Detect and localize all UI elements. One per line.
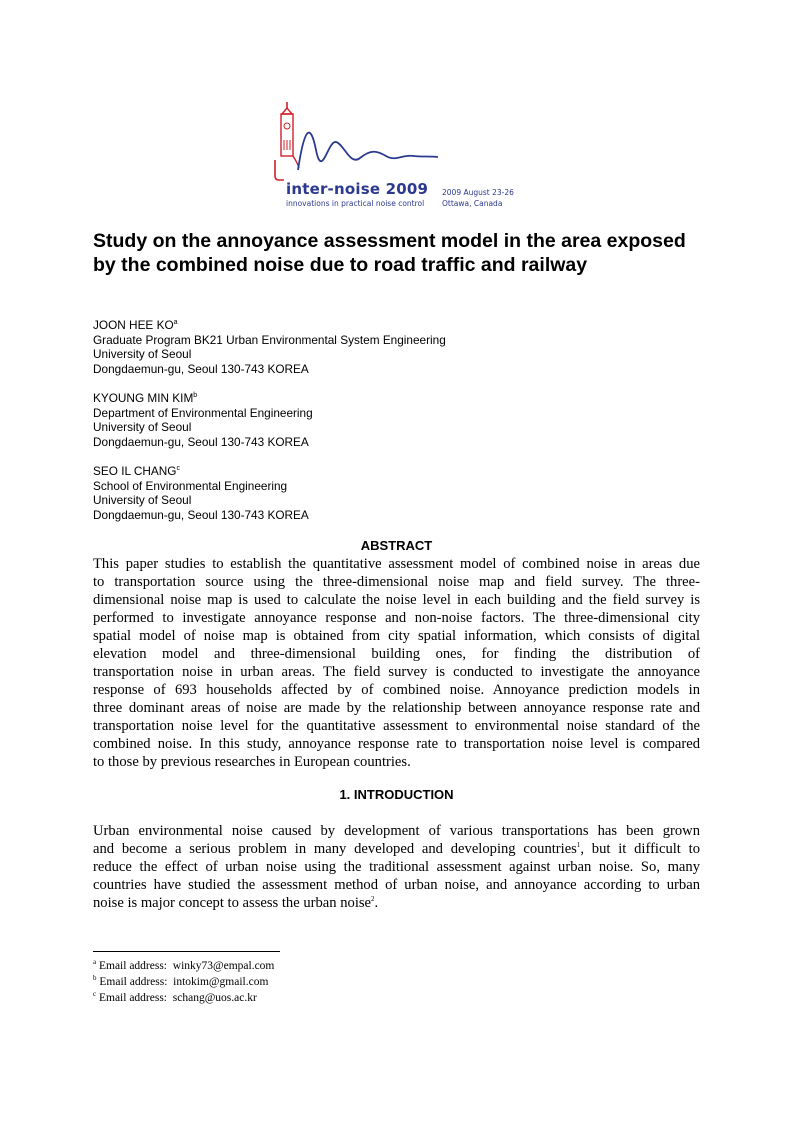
abstract-line: This paper studies to establish the quantitative assessment model of combined noise in areas due xyxy=(93,556,700,572)
author-block-1 xyxy=(93,318,446,376)
intro-line: reduce the effect of urban noise using the traditional assessment against urban noise. So, many xyxy=(93,859,700,875)
paper-title: Study on the annoyance assessment model in the area exposed by the combined noise due to road traffic and railway xyxy=(93,230,686,276)
abstract-line: response of 693 households affected by of combined noise. Annoyance prediction models in xyxy=(93,682,700,698)
conference-date: 2009 August 23-26 xyxy=(442,188,514,197)
abstract-line: spatial model of noise map is obtained from city spatial information, which consists of digital xyxy=(93,628,700,644)
author-name: JOON HEE $KO^a$ xyxy=(93,318,178,332)
abstract-heading: ABSTRACT xyxy=(360,538,433,553)
email-link[interactable]: schang@uos.ac.kr xyxy=(172,992,257,1004)
footnote-item: $^a$ Email address: winky73@empal.com xyxy=(93,958,275,972)
abstract-line: combined noise. In this study, annoyance response rate to transportation noise level is compared xyxy=(93,736,700,752)
author-affiliation-line: Dongdaemun-gu, Seoul 130-743 KOREA xyxy=(93,361,309,376)
author-affiliation-line: School of Environmental Engineering xyxy=(93,478,288,493)
author-affiliation-line: Dongdaemun-gu, Seoul 130-743 KOREA xyxy=(93,507,309,522)
intro-line: and become a serious problem in many developed and developing countries$^1$, but it difficult to xyxy=(93,841,700,857)
email-link[interactable]: winky73@empal.com xyxy=(172,960,275,972)
author-block-2 xyxy=(93,391,313,449)
conference-date-location xyxy=(442,187,514,209)
email-link[interactable]: intokim@gmail.com xyxy=(173,976,269,988)
author-block-3 xyxy=(93,464,309,522)
author-name: KYOUNG MIN KIM$^b$ xyxy=(93,391,198,405)
intro-line: noise is major concept to assess the urban noise$^2$. xyxy=(93,895,379,911)
abstract-line: three dominant areas of noise are made by the relationship between annoyance response rate and xyxy=(93,700,700,716)
abstract-line: transportation noise in urban areas. The field survey is conducted to investigate the annoyance xyxy=(93,664,700,680)
author-affiliation-line: Dongdaemun-gu, Seoul 130-743 KOREA xyxy=(93,434,309,449)
footnote-item: $^c$ Email address: schang@uos.ac.kr xyxy=(93,990,257,1004)
conference-location: Ottawa, Canada xyxy=(442,199,503,208)
intro-line: Urban environmental noise caused by development of various transportations has been grown xyxy=(93,823,700,839)
citation-ref: 2 xyxy=(371,895,375,904)
abstract-body xyxy=(93,555,700,771)
author-mark: c xyxy=(176,465,180,473)
author-affiliation-line: University of Seoul xyxy=(93,420,192,434)
footnote-divider xyxy=(93,951,280,952)
author-affiliation-line: Department of Environmental Engineering xyxy=(93,405,313,420)
abstract-line: transportation noise level for the quantitative assessment to environmental noise standard of the xyxy=(93,718,700,734)
introduction-body xyxy=(93,822,700,912)
author-mark: b xyxy=(193,392,198,400)
author-affiliation-line: Graduate Program BK21 Urban Environmental System Engineering xyxy=(93,332,446,347)
author-affiliation-line: University of Seoul xyxy=(93,347,192,361)
abstract-line: performed to investigate annoyance response and non-noise factors. The three-dimensional city xyxy=(93,610,700,626)
conference-logo xyxy=(270,100,530,212)
conference-name: inter-noise 2009 xyxy=(286,180,429,198)
author-name: SEO IL CHANG$^c$ xyxy=(93,464,180,478)
introduction-heading: 1. INTRODUCTION xyxy=(339,787,454,802)
abstract-line: to transportation source using the three-dimensional noise map and field survey. The three- xyxy=(93,574,700,590)
footnotes xyxy=(93,958,274,1006)
conference-tagline: innovations in practical noise control xyxy=(286,199,425,208)
footnote-item: $^b$ Email address: intokim@gmail.com xyxy=(93,974,269,988)
abstract-line: elevation model and three-dimensional building ones, for finding the distribution of xyxy=(93,646,700,662)
author-mark: a xyxy=(173,319,178,327)
citation-ref: 1 xyxy=(576,841,581,850)
abstract-line: dimensional noise map is used to calculate the noise level in each building and the field survey is xyxy=(93,592,700,608)
abstract-line: to those by previous researches in European countries. xyxy=(93,754,411,770)
peace-tower-wave-icon xyxy=(270,100,440,182)
intro-line: countries have studied the assessment method of urban noise, and annoyance according to urban xyxy=(93,877,700,893)
author-affiliation-line: University of Seoul xyxy=(93,493,192,507)
